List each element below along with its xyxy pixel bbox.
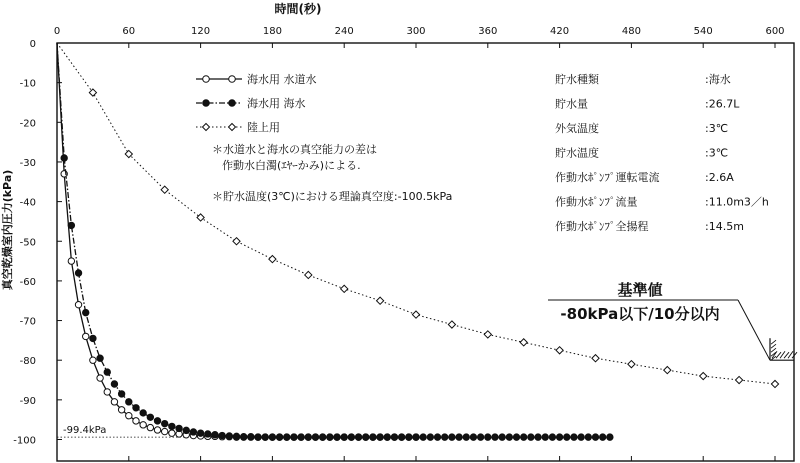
data-point	[240, 434, 246, 440]
data-point	[68, 258, 74, 264]
series-layer	[57, 43, 779, 440]
data-point	[111, 399, 117, 405]
plot-frame	[57, 43, 794, 461]
data-point	[499, 434, 505, 440]
data-point	[104, 369, 110, 375]
data-point	[75, 301, 81, 307]
reference-leader	[738, 300, 770, 360]
x-tick-label: 540	[693, 26, 713, 37]
data-point	[771, 380, 778, 387]
data-point	[348, 434, 354, 440]
data-point	[197, 430, 203, 436]
data-point	[75, 270, 81, 276]
data-point	[485, 434, 491, 440]
note-line-1: ＊水道水と海水の真空能力の差は	[212, 143, 377, 156]
data-point	[233, 433, 239, 439]
legend-item-seawater	[196, 96, 306, 110]
data-point	[147, 424, 153, 430]
y-tick-label: -90	[19, 395, 36, 407]
legend-label: 陸上用	[247, 121, 280, 134]
condition-value: :2.6A	[705, 171, 734, 184]
data-point	[391, 434, 397, 440]
reference-hatch	[770, 338, 797, 360]
data-point	[90, 357, 96, 363]
data-point	[513, 434, 519, 440]
data-point	[305, 271, 312, 278]
condition-label: 貯水量	[555, 97, 588, 111]
data-point	[528, 434, 534, 440]
y-tick-label: 0	[29, 39, 36, 50]
data-point	[291, 434, 297, 440]
data-point	[269, 255, 276, 262]
data-point	[413, 434, 419, 440]
data-point	[664, 367, 671, 374]
data-point	[535, 434, 541, 440]
data-point	[147, 414, 153, 420]
data-point	[520, 339, 527, 346]
data-point	[571, 434, 577, 440]
data-point	[233, 238, 240, 245]
condition-value: :14.5m	[705, 220, 744, 233]
data-point	[154, 427, 160, 433]
data-point	[607, 434, 613, 440]
tick-marks	[57, 43, 775, 461]
series-line	[57, 43, 775, 384]
data-point	[456, 434, 462, 440]
data-point	[169, 423, 175, 429]
data-point	[140, 422, 146, 428]
y-tick-label: -100	[13, 435, 36, 447]
x-tick-label: 0	[53, 26, 61, 37]
data-point	[578, 434, 584, 440]
data-point	[219, 432, 225, 438]
data-point	[162, 420, 168, 426]
data-point	[68, 222, 74, 228]
condition-label: 作動水ﾎﾟﾝﾌﾟ全揚程	[555, 220, 649, 233]
data-point	[542, 434, 548, 440]
data-point	[470, 434, 476, 440]
legend-label: 海水用 水道水	[247, 73, 317, 86]
data-point	[506, 434, 512, 440]
data-point	[599, 434, 605, 440]
data-point	[564, 434, 570, 440]
min-pressure-label: -99.4kPa	[63, 425, 107, 436]
data-point	[384, 434, 390, 440]
data-point	[176, 425, 182, 431]
data-point	[205, 431, 211, 437]
data-point	[126, 413, 132, 419]
data-point	[154, 418, 160, 424]
data-point	[104, 389, 110, 395]
condition-value: :26.7L	[705, 97, 740, 111]
legend-item-tap-water	[196, 72, 317, 86]
legend-label: 海水用 海水	[247, 97, 306, 110]
data-point	[484, 331, 491, 338]
legend	[196, 72, 317, 134]
data-point	[298, 434, 304, 440]
data-point	[226, 433, 232, 439]
condition-label: 作動水ﾎﾟﾝﾌﾟ運転電流	[555, 171, 660, 184]
data-point	[420, 434, 426, 440]
x-tick-label: 300	[406, 26, 426, 37]
condition-label: 貯水種類	[555, 73, 599, 86]
data-point	[269, 434, 275, 440]
data-point	[276, 434, 282, 440]
note-line-3: ＊貯水温度(3℃)における理論真空度:-100.5kPa	[212, 190, 453, 203]
data-point	[125, 150, 132, 157]
y-axis-title: 真空乾燥室内圧力(kPa)	[1, 169, 14, 291]
condition-value: :11.0m3／h	[705, 195, 769, 209]
data-point	[628, 361, 635, 368]
data-point	[585, 434, 591, 440]
x-tick-label: 60	[122, 26, 136, 37]
filled-circle-marker-icon	[229, 100, 236, 107]
y-tick-label: -30	[19, 157, 36, 169]
series-2	[57, 43, 779, 388]
data-point	[111, 381, 117, 387]
x-tick-label: 360	[478, 26, 498, 37]
data-point	[556, 347, 563, 354]
data-point	[126, 399, 132, 405]
data-point	[549, 434, 555, 440]
data-point	[327, 434, 333, 440]
data-point	[140, 410, 146, 416]
x-tick-label: 480	[621, 26, 641, 37]
data-point	[592, 355, 599, 362]
data-point	[248, 434, 254, 440]
data-point	[377, 297, 384, 304]
data-point	[90, 335, 96, 341]
data-point	[97, 375, 103, 381]
data-point	[212, 432, 218, 438]
data-point	[255, 434, 261, 440]
data-point	[162, 428, 168, 434]
x-tick-label: 240	[334, 26, 354, 37]
data-point	[448, 321, 455, 328]
data-point	[370, 434, 376, 440]
data-point	[341, 434, 347, 440]
data-point	[133, 405, 139, 411]
y-tick-label: -80	[19, 356, 36, 368]
note-line-2: 作動水白濁(ｴﾔｰかみ)による.	[222, 159, 361, 172]
data-point	[434, 434, 440, 440]
y-tick-label: -60	[19, 276, 36, 288]
y-tick-label: -70	[19, 316, 36, 328]
reference-title: 基準値	[617, 281, 663, 299]
data-point	[89, 89, 96, 96]
open-circle-marker-icon	[229, 76, 236, 83]
data-point	[133, 418, 139, 424]
data-point	[592, 434, 598, 440]
open-diamond-marker-icon	[229, 124, 236, 131]
condition-value: :3℃	[705, 146, 729, 160]
data-point	[398, 434, 404, 440]
data-point	[449, 434, 455, 440]
data-point	[427, 434, 433, 440]
series-1	[57, 43, 613, 440]
data-point	[442, 434, 448, 440]
filled-circle-marker-icon	[203, 100, 210, 107]
condition-label: 貯水温度	[555, 146, 599, 160]
data-point	[83, 309, 89, 315]
data-point	[61, 155, 67, 161]
condition-label: 作動水ﾎﾟﾝﾌﾟ流量	[555, 195, 638, 209]
data-point	[118, 407, 124, 413]
tick-labels	[13, 26, 784, 447]
data-point	[334, 434, 340, 440]
data-point	[477, 434, 483, 440]
y-tick-label: -10	[19, 78, 36, 90]
data-point	[97, 355, 103, 361]
data-point	[190, 429, 196, 435]
data-point	[118, 391, 124, 397]
data-point	[183, 427, 189, 433]
y-tick-label: -40	[19, 197, 36, 209]
data-point	[169, 430, 175, 436]
data-point	[161, 186, 168, 193]
data-point	[312, 434, 318, 440]
data-point	[412, 311, 419, 318]
x-tick-label: 120	[191, 26, 211, 37]
data-point	[284, 434, 290, 440]
open-diamond-marker-icon	[203, 124, 210, 131]
y-tick-label: -20	[19, 118, 36, 130]
data-point	[700, 372, 707, 379]
x-tick-label: 420	[550, 26, 570, 37]
x-tick-label: 600	[765, 26, 785, 37]
x-axis-title: 時間(秒)	[274, 2, 322, 16]
y-tick-label: -50	[19, 237, 36, 249]
x-tick-label: 180	[262, 26, 282, 37]
condition-value: :海水	[705, 73, 731, 86]
data-point	[736, 376, 743, 383]
data-point	[262, 434, 268, 440]
data-point	[363, 434, 369, 440]
test-conditions	[555, 72, 769, 233]
reference-marker	[548, 281, 797, 360]
data-point	[556, 434, 562, 440]
data-point	[377, 434, 383, 440]
data-point	[83, 333, 89, 339]
data-point	[305, 434, 311, 440]
open-circle-marker-icon	[203, 76, 210, 83]
data-point	[521, 434, 527, 440]
data-point	[463, 434, 469, 440]
reference-text: -80kPa以下/10分以内	[560, 305, 720, 323]
condition-value: :3℃	[705, 122, 729, 135]
series-line	[57, 43, 610, 437]
data-point	[355, 434, 361, 440]
condition-label: 外気温度	[555, 122, 599, 135]
data-point	[319, 434, 325, 440]
data-point	[492, 434, 498, 440]
legend-item-land-use	[196, 120, 280, 134]
data-point	[341, 285, 348, 292]
data-point	[406, 434, 412, 440]
